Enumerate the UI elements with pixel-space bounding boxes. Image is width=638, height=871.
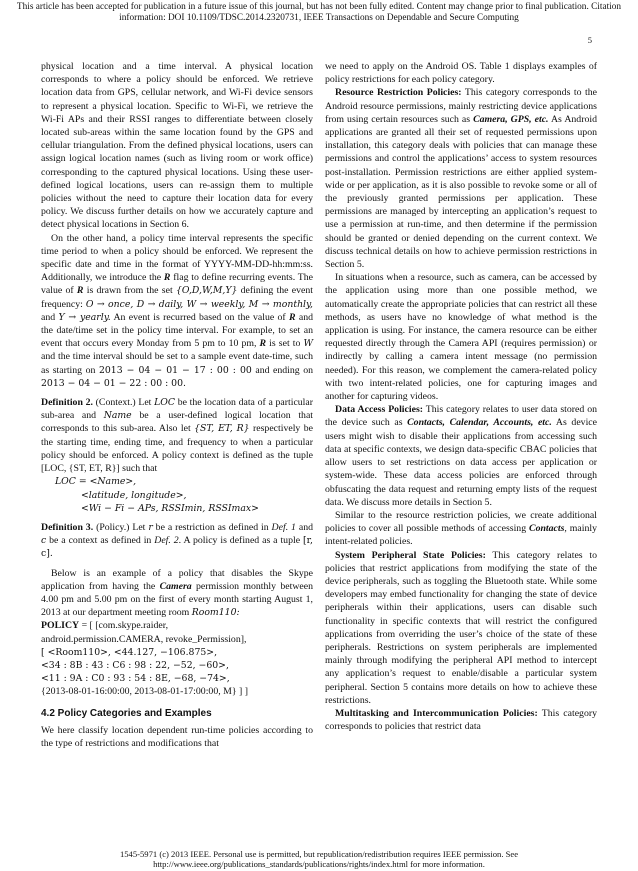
- definition-2: Definition 2. (Context.) Let LOC be the location data of a particular sub-area and Name be a user-defined logical location that corresponds to this sub-area. Also let {ST, ET, R} respectively be the starting time, ending time, and frequency to when a particular policy should be enforced. A policy context is defined as the tuple [LOC, {ST, ET, R}] such that: [41, 397, 314, 475]
- banner-line-1: This article has been accepted for publication in a future issue of this journal, but has not been fully edited. Content may change prior to final publication. Citation: [16, 2, 622, 12]
- paragraph-policy-categories: We here classify location dependent run-time policies according to the type of restrictions and modifications that: [41, 724, 313, 749]
- paragraph-policy-example: Below is an example of a policy that disables the Skype application from having the Camera permission monthly between 4.00 pm and 5.00 pm on the first of every month starting August 1, 2013 at our department meeting room Room110:: [41, 567, 313, 619]
- copyright-footer: [0, 849, 638, 869]
- left-column: [41, 60, 313, 750]
- section-heading-4-2: 4.2 Policy Categories and Examples: [41, 707, 212, 719]
- paragraph-resource-restriction: Resource Restriction Policies: This category corresponds to the Android resource permissions, mainly restricting device applications from using certain resources such as Camera, GPS, etc. As Android applications are granted all their set of requested permissions upon installation, this category deals with policies that can manage these permissions and control the applications’ access to system resources post-installation. Permission restrictions are either applied system-wide or per application, as it is also possible to revoke some or all of the previously granted permissions per application. These permissions are managed by intercepting an application’s request to use a permission at run-time, and then determine if the permission should be granted or denied depending on the current context. We discuss technical details on how to achieve permission restrictions in Section 5.: [325, 87, 597, 271]
- footer-line-1: 1545-5971 (c) 2013 IEEE. Personal use is permitted, but republication/redistribution requires IEEE permission. See: [119, 849, 519, 859]
- context-equation-line-1: LOC = <Name>,: [55, 476, 137, 488]
- paragraph-additional-policies: Similar to the resource restriction policies, we create additional policies to cover all possible methods of accessing Contacts, mainly intent-related policies.: [325, 509, 598, 548]
- policy-example-block: POLICY = [ [com.skype.raider, android.permission.CAMERA, revoke_Permission], [ <Room110>, <44.127, −106.875>, <34 : 8B : 43 : C6 : 98 : 22, −52, −60>, <11 : 9A : C0 : 93 : 54 : 8E, −68, −74>, {2013-08-01-16:00:00, 2013-08-01-17:00:00, M} ] ]: [41, 620, 248, 698]
- paragraph-physical-location: physical location and a time interval. A physical location corresponds to where a policy should be enforced. We retrieve location data from GPS, cellular network, and Wi-Fi device sensors to represent a physical location. Specific to Wi-Fi, we retrieve the Wi-Fi APs and their RSSI ranges to differentiate between closely located sub-areas within the same location found by the GPS and cellular triangulation. From the defined physical locations, users can assign logical location names (such as living room or work office) corresponding to the captured physical locations. Using these user-defined logical locations, users can re-assign them to multiple policies without the need to capture their location data for every policy. We discuss further details on how we accurately capture and detect physical locations in Section 6.: [41, 61, 313, 231]
- context-equation-line-2: <latitude, longitude>,: [81, 489, 187, 501]
- citation-banner: [0, 2, 638, 24]
- context-equation-line-3: <Wi − Fi − APs, RSSImin, RSSImax>: [81, 502, 259, 514]
- footer-line-2: http://www.ieee.org/publications_standards/publications/rights/index.html for more information.: [153, 859, 485, 869]
- paragraph-table-intro: we need to apply on the Android OS. Table 1 displays examples of policy restrictions for each policy category.: [325, 61, 597, 86]
- paragraph-multitasking: Multitasking and Intercommunication Policies: This category corresponds to policies that restrict data: [325, 707, 598, 733]
- right-column: [325, 60, 597, 733]
- paragraph-multiple-methods: In situations when a resource, such as camera, can be accessed by the application using more than one possible method, we automatically create the appropriate policies that can restrict all these methods, as users have no knowledge of what method is the application is using. For instance, the camera resource can be either requested directly through the Camera API (requires permission) or indirectly by calling a camera intent message (no permission needed). For this reason, we complement the camera-related policy with two intent-related policies, one for capturing images and another for capturing videos.: [325, 272, 597, 403]
- paragraph-data-access: Data Access Policies: This category relates to user data stored on the device such as Contacts, Calendar, Accounts, etc. As device users might wish to disable their applications from accessing such data at specific contexts, we design data-specific CBAC policies that allow users to set restrictions on data access per application or system-wide. These data access policies are enforced through obfuscating the data request and returning empty lists of the request data. We discuss more details in Section 5.: [325, 404, 598, 508]
- paragraph-time-interval: On the other hand, a policy time interval represents the specific time period to when a policy should be enforced. We represent the specific date and time in the format of YYYY-MM-DD-hh:mm:ss. Additionally, we introduce the R flag to define recurring events. The value of R is drawn from the set {O,D,W,M,Y} defining the event frequency: O → once, D → daily, W → weekly, M → monthly, and Y → yearly. An event is recurred based on the value of R and the date/time set in the policy time interval. For example, to set an event that occurs every Monday from 5 pm to 10 pm, R is set to W and the time interval should be set to a sample event date-time, such as starting on 2013 − 04 − 01 − 17 : 00 : 00 and ending on 2013 − 04 − 01 − 22 : 00 : 00.: [41, 232, 314, 389]
- paragraph-system-peripheral: System Peripheral State Policies: This category relates to policies that restrict applications from modifying the state of the device peripherals, such as toggling the Bluetooth state. While some developers may embed functionality for changing the state of device peripherals within their applications, users can disable such functionality in specific contexts that will restrict the configured applications from overriding the user’s choice of the state of these peripherals. Restrictions on system peripherals are implemented mainly through modifying the peripheral API method to intercept any application’s request to enable/disable a particular system peripheral. Section 5 contains more details on how to achieve these restrictions.: [325, 549, 597, 706]
- banner-line-2: information: DOI 10.1109/TDSC.2014.2320731, IEEE Transactions on Dependable and Secure Computing: [119, 13, 519, 23]
- page-number: 5: [587, 35, 592, 45]
- definition-3: Definition 3. (Policy.) Let r be a restriction as defined in Def. 1 and c be a context as defined in Def. 2. A policy is defined as a tuple [r, c].: [41, 521, 314, 560]
